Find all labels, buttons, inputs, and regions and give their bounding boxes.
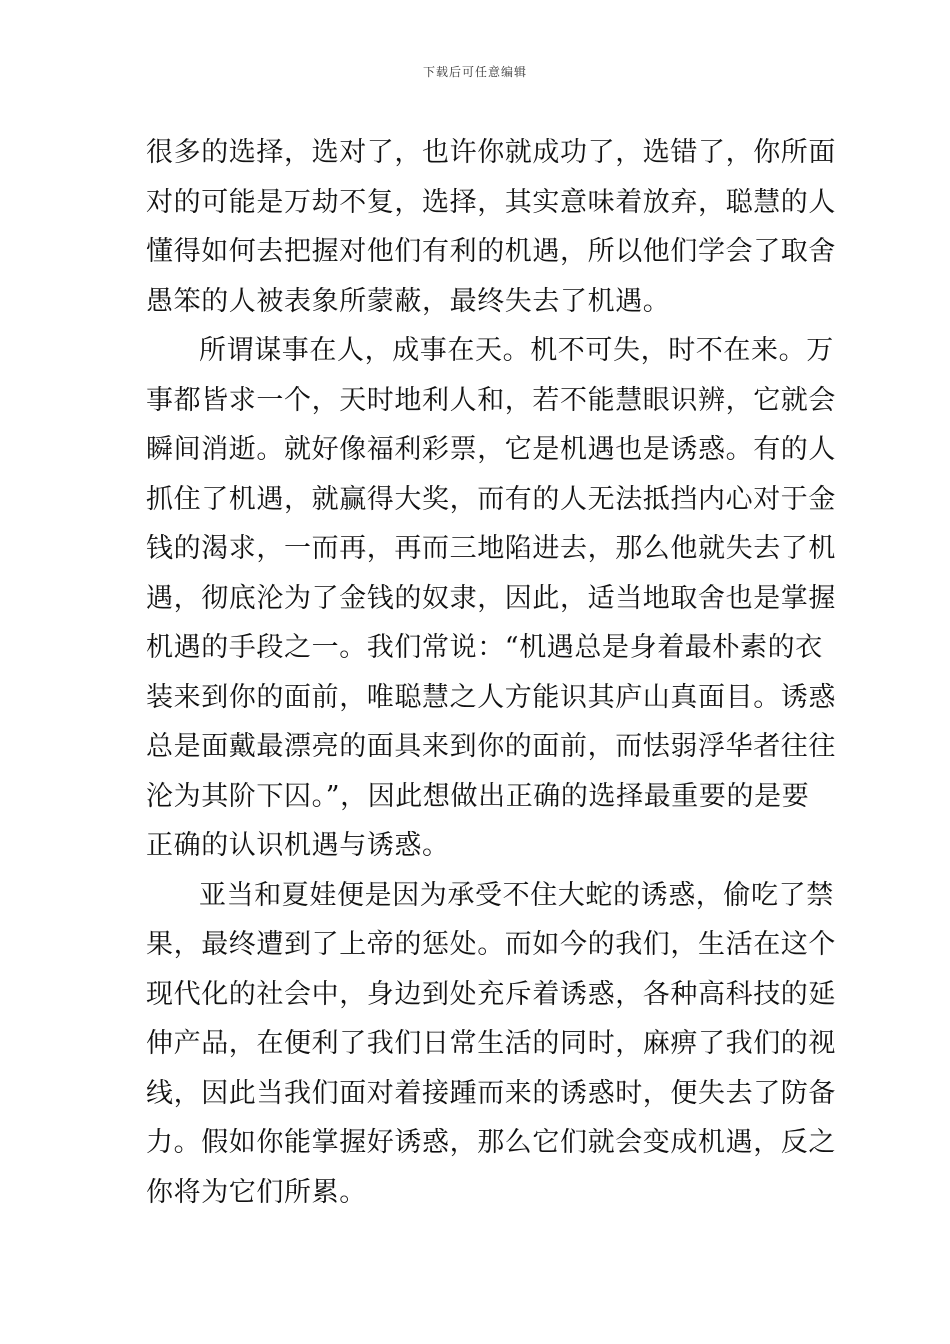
text-line: 机遇的手段之一。我们常说：“机遇总是身着最朴素的衣 [146,632,823,663]
text-line: 总是面戴最漂亮的面具来到你的面前，而怯弱浮华者往往 [146,731,836,762]
paragraph-3 [146,871,836,1218]
text-line: 现代化的社会中，身边到处充斥着诱惑，各种高科技的延 [146,978,836,1010]
text-line: 抓住了机遇，就赢得大奖，而有的人无法抵挡内心对于金 [146,483,836,515]
text-line: 装来到你的面前，唯聪慧之人方能识其庐山真面目。诱惑 [146,681,836,713]
text-line: 所谓谋事在人，成事在天。机不可失，时不在来。万 [199,335,834,366]
text-line: 事都皆求一个，天时地利人和，若不能慧眼识辨，它就会 [146,384,836,416]
paragraph-2 [146,326,836,871]
text-line: 线，因此当我们面对着接踵而来的诱惑时，便失去了防备 [146,1077,836,1109]
text-line: 愚笨的人被表象所蒙蔽，最终失去了机遇。 [146,285,671,317]
text-line: 懂得如何去把握对他们有利的机遇，所以他们学会了取舍 [146,236,836,267]
text-line: 亚当和夏娃便是因为承受不住大蛇的诱惑，偷吃了禁 [199,879,834,911]
text-line: 果，最终遭到了上帝的惩处。而如今的我们，生活在这个 [146,929,836,960]
paragraph-1 [146,128,836,326]
text-line: 钱的渴求，一而再，再而三地陷进去，那么他就失去了机 [146,533,836,564]
text-line: 很多的选择，选对了，也许你就成功了，选错了，你所面 [146,137,836,168]
text-line: 伸产品，在便利了我们日常生活的同时，麻痹了我们的视 [146,1028,836,1059]
text-line: 力。假如你能掌握好诱惑，那么它们就会变成机遇，反之 [146,1127,836,1158]
text-line: 沦为其阶下囚。”，因此想做出正确的选择最重要的是要 [146,780,810,812]
text-line: 正确的认识机遇与诱惑。 [146,830,450,861]
page-header: 下载后可任意编辑 [422,65,527,79]
text-line: 遇，彻底沦为了金钱的奴隶，因此，适当地取舍也是掌握 [146,582,836,614]
text-line: 你将为它们所累。 [146,1176,367,1208]
text-line: 瞬间消逝。就好像福利彩票，它是机遇也是诱惑。有的人 [146,434,836,465]
document-body [146,128,836,1217]
text-line: 对的可能是万劫不复，选择，其实意味着放弃，聪慧的人 [146,186,836,218]
